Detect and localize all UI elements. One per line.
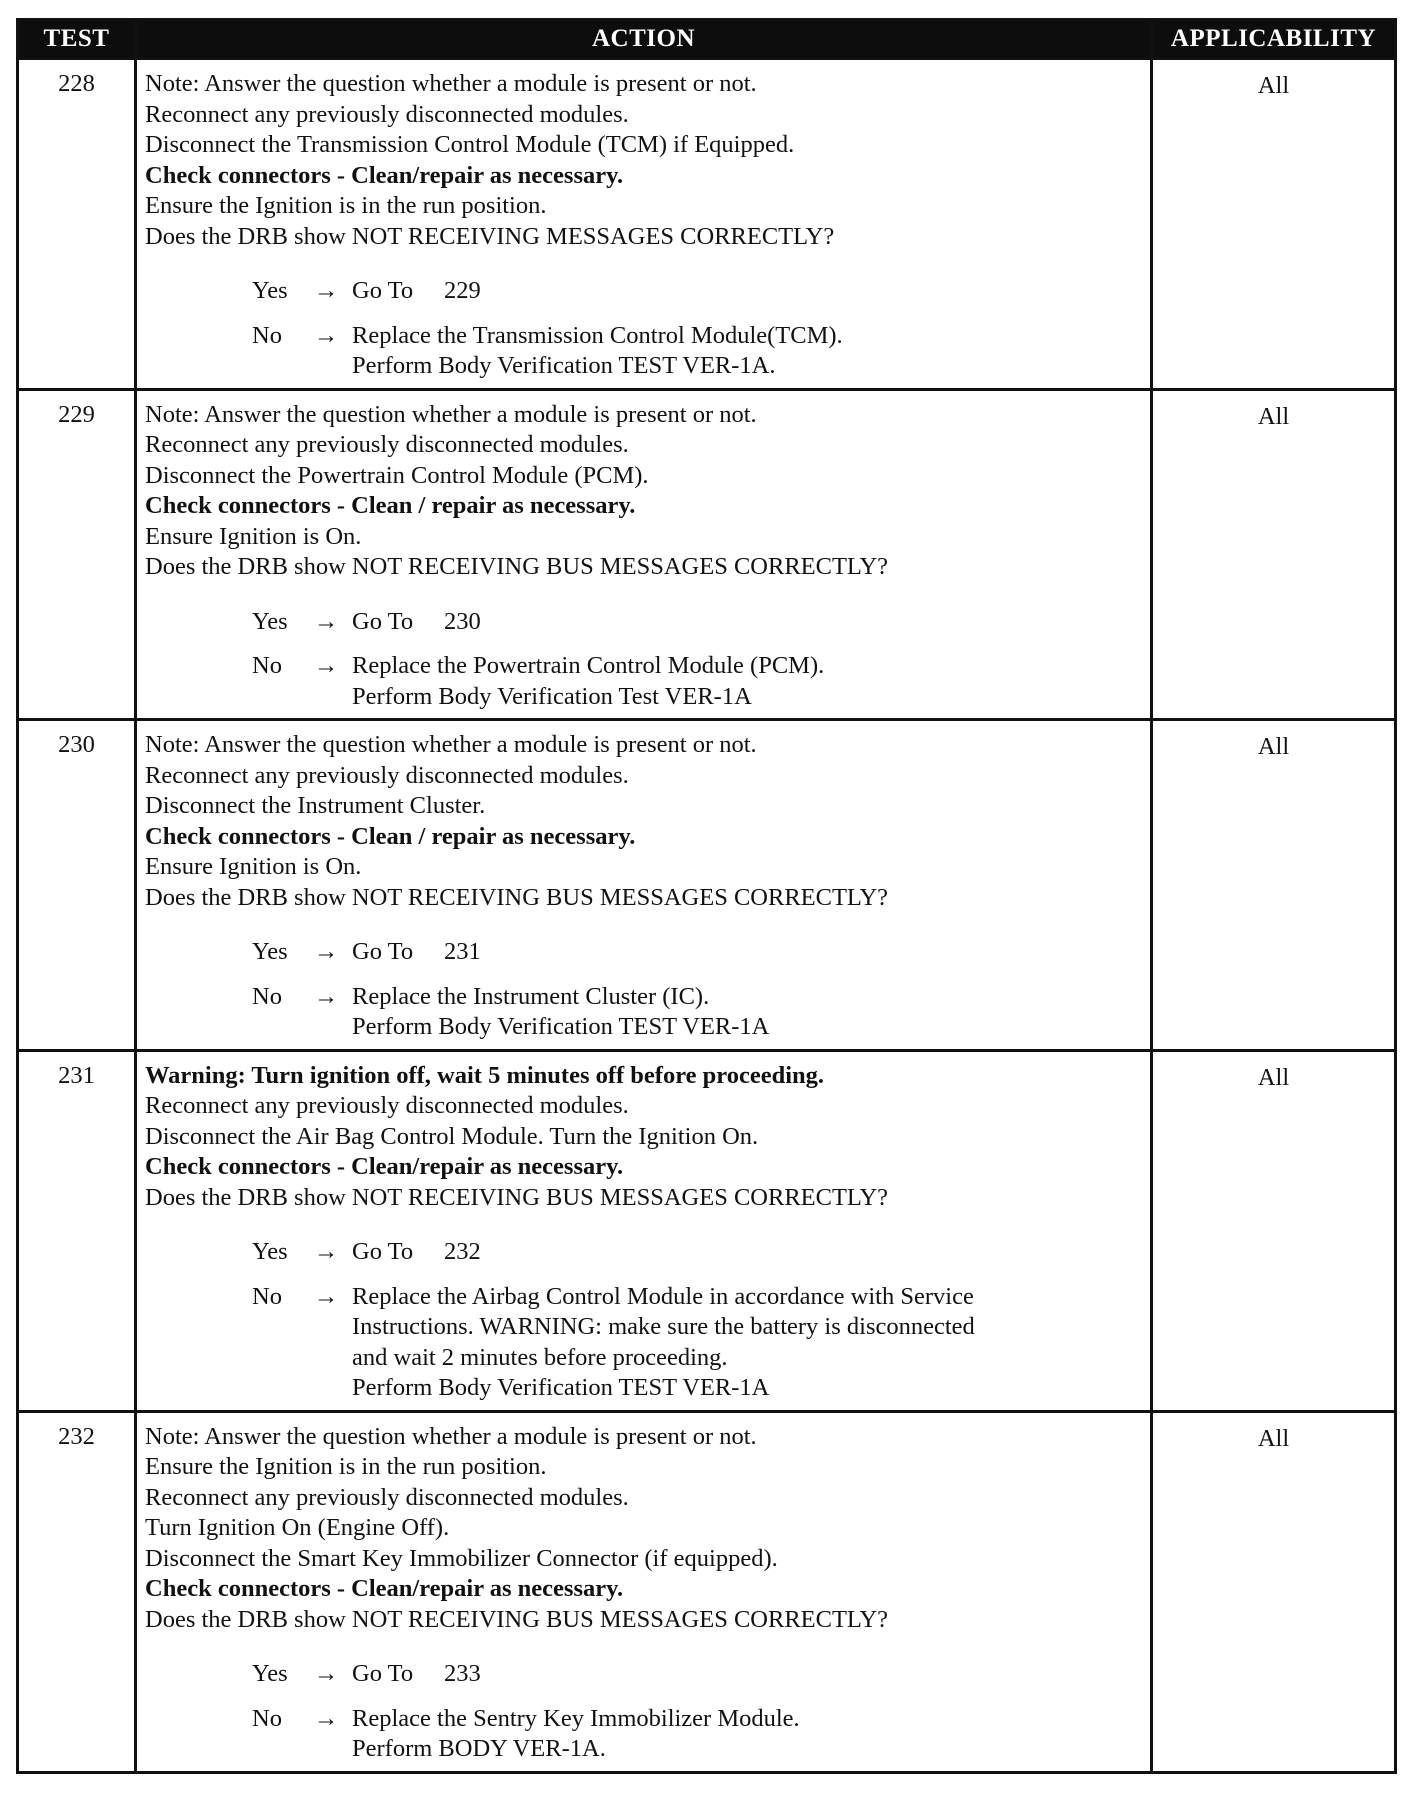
yes-result bbox=[352, 937, 1144, 968]
action-step: Note: Answer the question whether a module is present or not. bbox=[145, 1422, 757, 1450]
action-cell bbox=[136, 720, 1152, 1051]
goto-target-test: 232 bbox=[444, 1238, 481, 1265]
no-result-line: Perform BODY VER-1A. bbox=[352, 1735, 606, 1762]
no-label: No bbox=[252, 1282, 282, 1310]
no-result bbox=[352, 651, 1144, 712]
action-step: Turn Ignition On (Engine Off). bbox=[145, 1514, 450, 1541]
goto-target-test: 233 bbox=[444, 1660, 481, 1687]
yes-label: Yes bbox=[252, 1238, 288, 1265]
action-step-emphasis: Check connectors - Clean/repair as necessary. bbox=[145, 1153, 624, 1180]
arrow-right-icon: → bbox=[313, 938, 339, 965]
no-result-line: Replace the Powertrain Control Module (PCM). bbox=[352, 652, 825, 679]
yes-result bbox=[352, 1237, 1144, 1268]
table-row bbox=[18, 59, 1396, 390]
applicability-value: All bbox=[1152, 1050, 1396, 1411]
no-result-line: Perform Body Verification TEST VER-1A bbox=[352, 1013, 770, 1040]
action-cell bbox=[136, 389, 1152, 720]
yes-branch bbox=[145, 1237, 1144, 1268]
no-label: No bbox=[252, 321, 282, 349]
no-result bbox=[352, 321, 1144, 382]
table-row bbox=[18, 1411, 1396, 1772]
yes-label: Yes bbox=[252, 277, 288, 304]
action-step: Reconnect any previously disconnected modules. bbox=[145, 761, 629, 789]
action-step: Reconnect any previously disconnected modules. bbox=[145, 431, 629, 458]
no-label: No bbox=[252, 982, 282, 1010]
yes-label: Yes bbox=[252, 938, 288, 965]
goto-label: Go To bbox=[352, 938, 414, 965]
action-step-emphasis: Check connectors - Clean/repair as necessary. bbox=[145, 161, 624, 189]
goto-label: Go To bbox=[352, 277, 414, 304]
no-label: No bbox=[252, 652, 282, 679]
arrow-right-icon: → bbox=[313, 277, 339, 304]
goto-label: Go To bbox=[352, 607, 414, 635]
no-result-line: and wait 2 minutes before proceeding. bbox=[352, 1343, 728, 1371]
no-branch bbox=[145, 1704, 1144, 1765]
action-step-emphasis: Check connectors - Clean / repair as necessary. bbox=[145, 822, 636, 850]
test-number: 232 bbox=[18, 1411, 136, 1772]
no-result-line: Replace the Sentry Key Immobilizer Module. bbox=[352, 1704, 800, 1732]
no-result bbox=[352, 1704, 1144, 1765]
goto-target-test: 231 bbox=[444, 938, 481, 965]
action-step: Disconnect the Powertrain Control Module (PCM). bbox=[145, 461, 649, 489]
arrow-right-icon: → bbox=[313, 607, 339, 635]
applicability-value: All bbox=[1152, 720, 1396, 1051]
no-branch bbox=[145, 1282, 1144, 1404]
action-step-emphasis: Check connectors - Clean/repair as necessary. bbox=[145, 1575, 624, 1602]
goto-target-test: 229 bbox=[444, 277, 481, 304]
table-row bbox=[18, 720, 1396, 1051]
goto-label: Go To bbox=[352, 1238, 414, 1265]
no-result-line: Replace the Airbag Control Module in accordance with Service bbox=[352, 1282, 974, 1310]
arrow-right-icon: → bbox=[313, 1282, 339, 1310]
action-step: Ensure the Ignition is in the run position. bbox=[145, 192, 547, 219]
action-step: Note: Answer the question whether a module is present or not. bbox=[145, 731, 757, 758]
no-result bbox=[352, 982, 1144, 1043]
no-branch bbox=[145, 651, 1144, 712]
test-number: 228 bbox=[18, 59, 136, 390]
action-step: Ensure the Ignition is in the run position. bbox=[145, 1453, 547, 1480]
yes-label: Yes bbox=[252, 1660, 288, 1687]
applicability-value: All bbox=[1152, 1411, 1396, 1772]
no-label: No bbox=[252, 1704, 282, 1732]
test-number: 231 bbox=[18, 1050, 136, 1411]
action-step: Reconnect any previously disconnected modules. bbox=[145, 1483, 629, 1511]
no-result-line: Perform Body Verification TEST VER-1A bbox=[352, 1374, 770, 1401]
yes-result bbox=[352, 607, 1144, 638]
action-step: Ensure Ignition is On. bbox=[145, 522, 362, 550]
action-step-emphasis: Check connectors - Clean / repair as necessary. bbox=[145, 492, 636, 519]
arrow-right-icon: → bbox=[313, 1238, 339, 1265]
action-step: Ensure Ignition is On. bbox=[145, 853, 362, 880]
header-applicability: APPLICABILITY bbox=[1152, 20, 1396, 59]
yes-branch bbox=[145, 276, 1144, 307]
action-step: Disconnect the Transmission Control Module (TCM) if Equipped. bbox=[145, 131, 795, 158]
action-step: Does the DRB show NOT RECEIVING MESSAGES CORRECTLY? bbox=[145, 222, 835, 250]
action-step-emphasis: Warning: Turn ignition off, wait 5 minutes off before proceeding. bbox=[145, 1061, 825, 1089]
applicability-value: All bbox=[1152, 389, 1396, 720]
applicability-value: All bbox=[1152, 59, 1396, 390]
no-branch bbox=[145, 321, 1144, 382]
action-cell bbox=[136, 1050, 1152, 1411]
table-header-row bbox=[18, 20, 1396, 59]
no-branch bbox=[145, 982, 1144, 1043]
yes-label: Yes bbox=[252, 607, 288, 635]
test-number: 229 bbox=[18, 389, 136, 720]
test-number: 230 bbox=[18, 720, 136, 1051]
yes-branch bbox=[145, 937, 1144, 968]
action-step: Does the DRB show NOT RECEIVING BUS MESSAGES CORRECTLY? bbox=[145, 553, 889, 580]
header-test: TEST bbox=[18, 20, 136, 59]
action-step: Reconnect any previously disconnected modules. bbox=[145, 100, 629, 128]
yes-branch bbox=[145, 1659, 1144, 1690]
action-step: Does the DRB show NOT RECEIVING BUS MESSAGES CORRECTLY? bbox=[145, 1605, 889, 1633]
yes-result bbox=[352, 1659, 1144, 1690]
no-result-line: Replace the Instrument Cluster (IC). bbox=[352, 982, 710, 1010]
action-cell bbox=[136, 59, 1152, 390]
diagnostic-test-table bbox=[16, 18, 1397, 1774]
action-step: Disconnect the Air Bag Control Module. Turn the Ignition On. bbox=[145, 1122, 759, 1150]
arrow-right-icon: → bbox=[313, 982, 339, 1010]
action-step: Reconnect any previously disconnected modules. bbox=[145, 1092, 629, 1119]
action-step: Note: Answer the question whether a module is present or not. bbox=[145, 400, 757, 428]
action-step: Does the DRB show NOT RECEIVING BUS MESSAGES CORRECTLY? bbox=[145, 883, 889, 911]
table-row bbox=[18, 389, 1396, 720]
action-step: Note: Answer the question whether a module is present or not. bbox=[145, 70, 757, 97]
yes-result bbox=[352, 276, 1144, 307]
no-result-line: Instructions. WARNING: make sure the battery is disconnected bbox=[352, 1313, 975, 1340]
action-step: Disconnect the Smart Key Immobilizer Connector (if equipped). bbox=[145, 1544, 778, 1572]
goto-label: Go To bbox=[352, 1660, 414, 1687]
yes-branch bbox=[145, 607, 1144, 638]
no-result bbox=[352, 1282, 1144, 1404]
table-row bbox=[18, 1050, 1396, 1411]
no-result-line: Perform Body Verification TEST VER-1A. bbox=[352, 352, 776, 379]
goto-target-test: 230 bbox=[444, 607, 481, 635]
arrow-right-icon: → bbox=[313, 1704, 339, 1732]
no-result-line: Perform Body Verification Test VER-1A bbox=[352, 682, 752, 710]
no-result-line: Replace the Transmission Control Module(TCM). bbox=[352, 321, 843, 349]
header-action: ACTION bbox=[136, 20, 1152, 59]
table-body bbox=[18, 59, 1396, 1773]
action-cell bbox=[136, 1411, 1152, 1772]
diagnostic-procedure-page bbox=[16, 18, 1394, 1774]
action-step: Disconnect the Instrument Cluster. bbox=[145, 792, 486, 819]
arrow-right-icon: → bbox=[313, 652, 339, 679]
arrow-right-icon: → bbox=[313, 321, 339, 349]
arrow-right-icon: → bbox=[313, 1660, 339, 1687]
action-step: Does the DRB show NOT RECEIVING BUS MESSAGES CORRECTLY? bbox=[145, 1183, 889, 1211]
